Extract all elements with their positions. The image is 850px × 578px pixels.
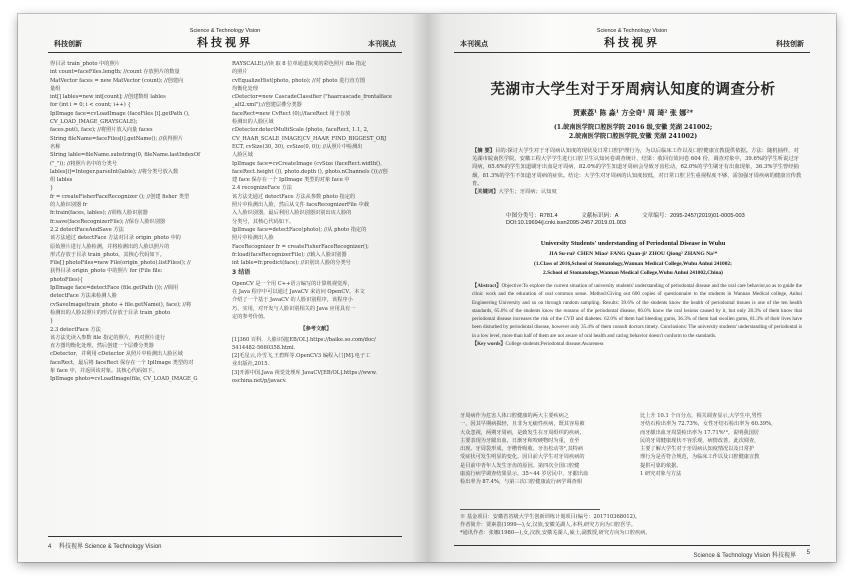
reference-line: 业出版社,2015.	[232, 361, 270, 368]
text-line: 巧、实用，对开发与人脸识别相关的 Java 应用具有一	[232, 305, 356, 312]
text-line: 受症状可发生明显的变化。因目前大学生对牙周疾病的	[460, 454, 585, 461]
text-line: 2.3 detectFace 方法	[50, 326, 101, 333]
text-line: IplImage face=detectFace(photo); //从 photo 指定的	[232, 226, 367, 233]
left-footer	[48, 541, 402, 550]
body-column-left	[460, 412, 628, 504]
text-line: 象 face 中，并返回该对象。其核心代码如下。	[50, 367, 158, 374]
right-page-header	[454, 28, 810, 54]
text-line: 康流行病学调查结果显示，35~44 岁居民中，牙龈出血	[460, 471, 589, 478]
text-line: OpenCV 是一个用 C++语言编写的计算机视觉库，	[232, 280, 353, 287]
left-page	[18, 14, 428, 562]
left-column-2	[232, 60, 400, 500]
clc-value: R781.4	[539, 213, 558, 219]
reference-line: 5414482-5660358.html.	[232, 344, 296, 351]
text-line: }	[50, 185, 54, 192]
text-line: 检测出的人脸区域	[232, 119, 274, 126]
text-line: 定的参考价值。	[232, 313, 269, 320]
left-column-1	[50, 60, 218, 500]
text-line: String fileName=faceFiles[i].getName(); //获得照片	[50, 135, 184, 142]
header-section-left: 本刊视点	[460, 40, 488, 48]
text-line: 人脸区域	[232, 152, 253, 159]
doi-label: DOI:	[506, 220, 518, 226]
text-line: for (int i = 0; i < count; i++) {	[50, 102, 131, 109]
text-line: 是目前中青年人发生牙齿的原因。第四次全国口腔健	[460, 462, 580, 469]
article-no-value: 2095-2457(2019)01-0005-003	[670, 213, 745, 219]
abstract-label: 【摘 要】	[472, 148, 496, 154]
text-line: faceRect，最后将 faceRect 保存在一个 IplImage 类型的对	[50, 359, 194, 366]
reference-line: [3]开源中国.Java 视觉处理库 JavaCV[EB/OL].https://www.	[232, 369, 377, 376]
text-line: 主要表现为牙龈出血，日渐牙和咬硬物时为重，直至	[460, 437, 580, 444]
text-line: cDetector=new CascadeClassifier ("haarcascade_frontalface	[232, 94, 392, 101]
text-line: String lable=fileName.substring(0, fileName.lastIndexOf	[50, 152, 201, 159]
text-line: fr = createFisherFaceRecognizer (); //创建 fisher 类型	[50, 193, 190, 200]
cn-abstract	[472, 147, 802, 196]
text-line: 比上升 10.1 个百分点，相关调查显示,大学生中,男性	[640, 413, 762, 419]
text-line: 提供可靠的依据。	[640, 462, 682, 469]
text-line: MatVector faces = new MatVector (count); //创建向	[50, 77, 184, 84]
text-line: CV_LOAD_IMAGE_GRAYSCALE);	[50, 119, 138, 126]
text-line: faceRect.height ()), photo.depth (), photo.nChannels ());//创	[232, 168, 388, 175]
text-line: 组 lables	[50, 177, 73, 184]
page-number: 5	[806, 550, 810, 556]
text-line: 该方法通过 detectFace 方法对目录 origin_photo 中的	[50, 235, 181, 242]
page-number: 4	[48, 544, 52, 550]
left-page-header	[48, 28, 402, 54]
text-line: IplImage face=cvCreateImage (cvSize (faceRect.width(),	[232, 160, 382, 167]
text-line: photoFiles){	[50, 276, 83, 283]
footer-journal: Science & Technology Vision 科技视界	[693, 553, 796, 559]
text-line: }	[50, 318, 54, 325]
text-line: faceRect=new CvRect (0);//faceRect 用于存放	[232, 110, 351, 117]
text-line: ("_")); //将照片名中的分类号	[50, 160, 118, 167]
keywords-text: 大学生；牙周病；认知度	[498, 189, 557, 196]
article-title: 芜湖市大学生对于牙周病认知度的调查分析	[490, 81, 776, 98]
magazine-spread	[18, 14, 836, 562]
clc-label: 中图分类号：	[506, 213, 540, 219]
doi-line	[506, 220, 786, 226]
text-line: 大众忽视，两期牙周病，是致发生在牙周组织的疾病，	[460, 429, 585, 436]
doc-label: 文献标识码：	[581, 213, 615, 219]
masthead	[572, 28, 692, 50]
masthead-en: Science & Technology Vision	[596, 28, 668, 34]
english-authors: JIA Su-rui¹ CHEN Miao¹ FANG Quan-ji¹ ZHOU Qiong² ZHANG Na²*	[548, 251, 718, 257]
text-line: cDetector.detectMultiScale (photo, faceRect, 1.1, 2,	[232, 127, 369, 134]
text-line: 的照片	[232, 69, 248, 76]
masthead-cn: 科技视界	[197, 36, 253, 49]
reference-line: oschina.net/p/javacv.	[232, 377, 287, 384]
text-line: 1 研究对象与方法	[640, 471, 682, 478]
text-line: 量组	[50, 85, 61, 92]
english-affiliation-2: 2.School of Stomatology,Wannan Medical College,Wuhu Anhui 241002,China)	[543, 270, 723, 276]
masthead	[165, 28, 285, 50]
text-line: 检出率为 87.4%，与第三次口腔健康流行病学调查相	[460, 479, 582, 486]
header-section-left: 科技创新	[54, 40, 82, 48]
text-line: 民的牙周健康现状不容乐观，病情改善，此次调查，	[640, 437, 760, 444]
text-line: 而牙龈出血牙周袋检出率为 17.71%¹³。说明我国居	[640, 429, 759, 436]
text-line: cDetector，并利用 cDetector 从照片中检测出人脸区域	[50, 351, 183, 358]
text-line: 原始照片进行人脸检测，并将检测出的人脸以照片的	[50, 243, 170, 250]
text-line: 名称	[50, 143, 61, 150]
footnote-line: 作者简介：贾素荔(1999—),女,汉族,安徽芜湖人,本科,研究方向为口腔医学。	[460, 522, 636, 528]
text-line: 检测出的人脸以照片的形式存放于目录 train_photo	[50, 309, 171, 316]
references-heading: 【参考文献】	[300, 326, 332, 333]
masthead-en: Science & Technology Vision	[189, 28, 261, 34]
right-page	[428, 14, 836, 562]
text-line: 分类号，其核心代码如下。	[232, 218, 295, 225]
text-line: 获得目录 origin_photo 中的照片 for (File file:	[50, 268, 163, 275]
text-line: 入人脸识别器，最后利用人脸识别器识别出该人脸的	[232, 210, 352, 217]
footnote-line: *通讯作者：张娜(1980—),女,汉族,安徽芜湖人,硕士,副教授,研究方向为口腔疾病。	[460, 530, 651, 536]
text-line: _alt2.xml");//创建层叠分类器	[232, 102, 302, 109]
text-line: FaceRecognizer fr = createFisherFaceRecognizer();	[232, 243, 369, 250]
affiliation-1: (1.皖南医学院口腔医学院 2016 级,安徽 芜湖 241002;	[553, 124, 713, 131]
header-rule	[454, 52, 810, 53]
text-line: cvEqualizeHist(photo, photo); //对 photo 进行直方图	[232, 77, 366, 84]
text-line: 该方法先通过 detectFace 方法从参数 photo 指定的	[232, 193, 356, 200]
masthead-cn: 科技视界	[604, 36, 660, 49]
text-line: 牙周病作为危害人体口腔健康的两大主要疾病之	[460, 413, 569, 419]
text-line: fr.train(faces, lables); //训练人脸识别器	[50, 210, 148, 217]
text-line: 介绍了一个基于 JavaCV 的人脸识别程序，该程序小	[232, 297, 353, 304]
funding-notes	[460, 509, 800, 537]
text-line: 建 face 保存在一个 IplImage 类型的对象 face 中	[232, 177, 350, 184]
affiliation-2: 2.皖南医学院口腔医学院,安徽 芜湖 241002)	[568, 133, 698, 140]
en-abstract-label: 【Abstract】	[472, 283, 502, 289]
en-keywords-text: College students;Periodontal disease;Awareness	[505, 341, 604, 348]
text-line: fr.save(faceRecognizerFile); //保存人脸识别器	[50, 218, 166, 225]
en-abstract-text: Objective:To explore the current situation of university students' understanding of periodontal disease and the oral care behavior,so as to guide the clinic work and the education of oral common sense. Method:Giving out 600 copies of questionnaire to the students in Wannan Medical college, Anhui Engineering University and so on through random sampling. Results: 39.6% of the students know the health of periodontal tissues is one of the ten health standards, 65.6% of the students know the reasons of the periodontal disease, 86.0% know the oral lesions caused by it, but only 28.3% of them know that periodontal disease increases the risk of the CVD and diabetes. 62.0% of them had bleeding gums, 36.3% of them had swollen gums, 81.3% of their lives have been disturbed by periodontal disease, however only 35.4% of them consult doctors timely. Conclusions: The university students' understanding of periodontal is in a low level, more than half of them are not aware of oral health and caring behavior doesn't conform to the standards.	[472, 283, 802, 339]
text-line: detectFace 方法来检测人脸	[50, 293, 117, 300]
text-line: 该方法先读入参数 file 指定的照片，再对照片进行	[50, 334, 166, 341]
text-line: 照片中检测出人脸	[232, 235, 274, 242]
text-line: 2.2 detectFaceAndSave 方法	[50, 226, 124, 233]
article-no-label: 文章编号：	[642, 213, 671, 219]
text-line: ECT, cvSize(30, 30), cvSize(0, 0)); //从照片中检测出	[232, 143, 363, 150]
article-authors: 贾素荔¹ 陈 淼¹ 方全奇¹ 周 琦² 张 娜²*	[572, 108, 694, 117]
reference-line: [1]360 百科．人脸识别[EB/OL].https://baike.so.com/doc/	[232, 336, 376, 343]
abstract-text: 目的:探讨大学生对于牙周病认知度的现状及日常口腔护理行为，为以后临床工作以及口腔健康宣教提供依据。方法：随机抽样，对芜湖市皖南医学院、安徽工程大学学生进行口腔卫生认知问卷调查统计，结果：收回有效问卷 604 份，调查对象中，39.6%的学生听说过牙周病，65.6%的学生知道刷牙出血是牙周病，82.0%的学生知道牙周病会导致牙齿松动，62.0%的学生刷牙有出血现象，36.3%学生曾经抽烟，81.3%的学生不知道牙周病的症状。结论：大学生对牙周病的认知度较低，对日常口腔卫生重视程度不够，需加强牙周疾病的健康宣传教育。	[472, 148, 802, 187]
text-line: fr.load(faceRecognizerFile); //载入人脸识别器	[232, 251, 347, 258]
text-line: 一，因其早期病损轻，且非为无痛性疾病，既其容易被	[460, 421, 585, 428]
footnote-line: ※ 基金项目：安徽省省级大学生创新训练计划项目(编号：201710368012)。	[460, 514, 641, 520]
section-3-heading: 3 结语	[232, 269, 251, 277]
text-line: 出现、牙周袋形成，牙槽骨吸收、牙齿松动等²,其特病	[460, 446, 584, 453]
english-title: University Students' understanding of Periodontal Disease in Wuhu	[540, 240, 726, 247]
keywords-label: 【关键词】	[472, 189, 499, 196]
text-line: 牙结石检出率为 72.73%，女性牙结石检出率为 60.39%，	[640, 421, 777, 428]
body-column-right	[640, 412, 808, 504]
en-keywords-label: 【Key words】	[472, 341, 506, 348]
text-line: int count=faceFiles.length; //count 存放照片的数量	[50, 69, 180, 76]
text-line: 形式存放于目录 train_photo。其核心代码如下。	[50, 251, 165, 258]
footer-rule	[454, 545, 810, 546]
text-line: faces.put(i, face); //将照片放入向量 faces	[50, 127, 153, 134]
header-section-right: 本刊视点	[368, 40, 396, 48]
text-line: IplImage face=detectFace (file.getPath ()); //调用	[50, 285, 179, 292]
text-line: 在 Java 程序中可以通过 JavaCV 来访问 OpenCV。本文	[232, 289, 365, 296]
doi-value: 10.19694/j.cnki.issn2095-2457.2019.01.003	[517, 220, 627, 226]
header-rule	[48, 52, 402, 53]
english-abstract	[472, 282, 802, 348]
text-line: int[] lables=new int[count]; //创建数组 lables	[50, 94, 166, 101]
text-line: 直方图均衡化处理，然后创建一个层叠分类器	[50, 343, 154, 350]
text-line: 2.4 recognizeFace 方法	[232, 185, 292, 192]
text-line: RAYSCALE);//读 取 8 位单通道灰度的彩色照片 file 指定	[232, 61, 367, 67]
text-line: 主要了解大学生对于牙周病认知度情况以及日常护	[640, 446, 755, 453]
text-line: 的人脸识别器 fr	[50, 202, 88, 209]
text-line: 得目录 train_photo 中的照片	[50, 61, 120, 67]
text-line: 理行为是否符合规范，为临床工作以及口腔健康宣教	[640, 454, 760, 461]
reference-line: [2]毛星云,冷雪飞,王碧辉等.OpenCV3 编程入门[M].电子工	[232, 353, 371, 360]
text-line: IplImage face=cvLoadImage (faceFiles [i].getPath (),	[50, 110, 190, 117]
text-line: int lable=fr.predict(face); //识别出人脸的分类号	[232, 260, 351, 267]
doc-value: A	[614, 213, 619, 219]
footer-journal: 科技视界 Science & Technology Vision	[59, 544, 162, 550]
text-line: IplImage photo=cvLoadImage(file, CV_LOAD_IMAGE_G	[50, 376, 198, 383]
text-line: lables[i]=Integer.parseInt(lable); //将分类号放入数	[50, 168, 179, 175]
footer-rule	[48, 536, 402, 537]
article-meta-line	[506, 211, 786, 219]
text-line: File[] photoFiles=new File(origin_photo).listFiles(); //	[50, 260, 191, 267]
text-line: 照片中检测出人脸，然后从文件 faceRecognizerFile 中载	[232, 202, 369, 209]
text-line: CV_HAAR_SCALE_IMAGE|CV_HAAR_FIND_BIGGEST_OBJ	[232, 135, 387, 142]
text-line: 均衡化处理	[232, 85, 258, 92]
header-section-right: 科技创新	[776, 40, 804, 48]
english-affiliation-1: (1.Class of 2016,School of Stomatology,Wannan Medical College,Wuhu Anhui 241002;	[534, 261, 732, 267]
text-line: cvSaveImage(train_photo + file.getName(), face); //将	[50, 301, 192, 308]
footnote-rule	[460, 509, 600, 510]
